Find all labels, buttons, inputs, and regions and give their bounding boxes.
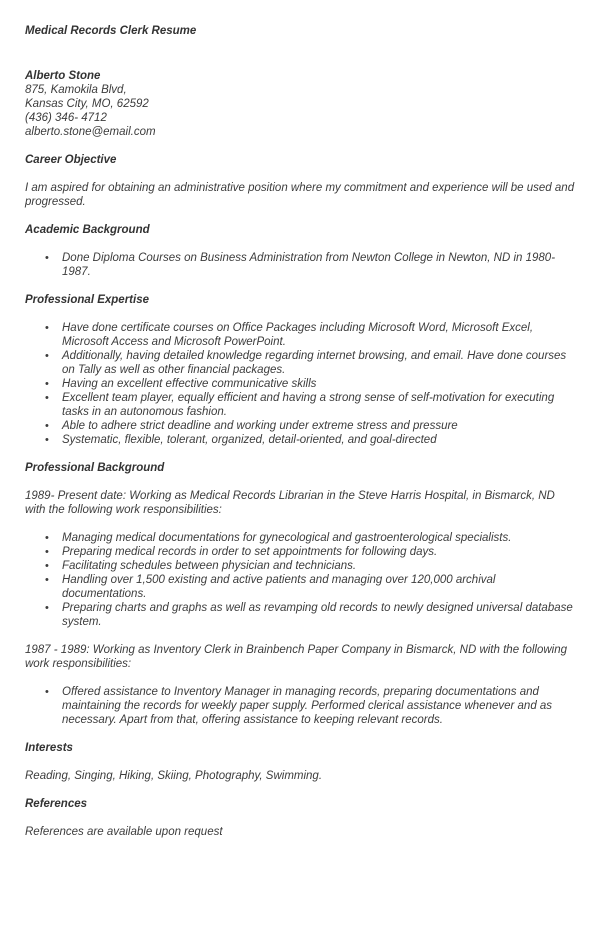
career-objective-text: I am aspired for obtaining an administrative position where my commitment and experience will be used and progressed.	[25, 182, 575, 208]
section-heading-interests: Interests	[25, 742, 73, 754]
job2-intro: 1987 - 1989: Working as Inventory Clerk in Brainbench Paper Company in Bismarck, ND with the following work responsibilities:	[25, 644, 568, 670]
list-item-text: Additionally, having detailed knowledge regarding internet browsing, and email. Have done courses on Tally as well as other financial packages.	[62, 350, 567, 376]
bullet-icon: •	[45, 546, 49, 558]
bullet-icon: •	[45, 532, 49, 544]
page-title: Medical Records Clerk Resume	[25, 25, 197, 37]
section-heading-academic-background: Academic Background	[25, 224, 150, 236]
list-item	[45, 573, 578, 601]
list-item-text: Have done certificate courses on Office Packages including Microsoft Word, Microsoft Excel, Microsoft Access and Microsoft PowerPoint.	[62, 322, 534, 348]
professional-expertise-list	[25, 321, 578, 447]
interests-text: Reading, Singing, Hiking, Skiing, Photography, Swimming.	[25, 770, 323, 782]
contact-address-line2: Kansas City, MO, 62592	[25, 98, 149, 110]
list-item	[45, 251, 578, 279]
contact-block	[25, 69, 578, 139]
list-item	[45, 531, 578, 545]
contact-phone: (436) 346- 4712	[25, 112, 107, 124]
list-item-text: Offered assistance to Inventory Manager in managing records, preparing documentations and maintaining the records for weekly paper supply. Performed clerical assistance whenever and as necessary. Apart from that, offering assistance to keeping relevant records.	[62, 686, 553, 726]
bullet-icon: •	[45, 252, 49, 264]
section-heading-professional-background: Professional Background	[25, 462, 165, 474]
job1-intro: 1989- Present date: Working as Medical Records Librarian in the Steve Harris Hospital, in Bismarck, ND with the following work responsibilities:	[25, 490, 555, 516]
bullet-icon: •	[45, 560, 49, 572]
list-item	[45, 545, 578, 559]
contact-email: alberto.stone@email.com	[25, 126, 156, 138]
contact-address-line1: 875, Kamokila Blvd,	[25, 84, 127, 96]
section-heading-professional-expertise: Professional Expertise	[25, 294, 149, 306]
job2-responsibilities-list	[25, 685, 578, 727]
list-item	[45, 321, 578, 349]
bullet-icon: •	[45, 350, 49, 362]
bullet-icon: •	[45, 378, 49, 390]
list-item	[45, 601, 578, 629]
list-item-text: Handling over 1,500 existing and active patients and managing over 120,000 archival documentations.	[62, 574, 496, 600]
list-item	[45, 433, 578, 447]
list-item-text: Able to adhere strict deadline and working under extreme stress and pressure	[62, 420, 458, 432]
list-item-text: Excellent team player, equally efficient and having a strong sense of self-motivation for executing tasks in an autonomous fashion.	[62, 392, 555, 418]
list-item-text: Done Diploma Courses on Business Administration from Newton College in Newton, ND in 1980-1987.	[62, 252, 556, 278]
list-item-text: Systematic, flexible, tolerant, organized, detail-oriented, and goal-directed	[62, 434, 437, 446]
job1-responsibilities-list	[25, 531, 578, 629]
list-item-text: Preparing charts and graphs as well as revamping old records to newly designed universal database system.	[62, 602, 573, 628]
list-item-text: Managing medical documentations for gynecological and gastroenterological specialists.	[62, 532, 512, 544]
list-item-text: Having an excellent effective communicative skills	[62, 378, 317, 390]
bullet-icon: •	[45, 574, 49, 586]
section-heading-references: References	[25, 798, 88, 810]
bullet-icon: •	[45, 686, 49, 698]
list-item	[45, 419, 578, 433]
bullet-icon: •	[45, 392, 49, 404]
list-item-text: Preparing medical records in order to set appointments for following days.	[62, 546, 438, 558]
bullet-icon: •	[45, 420, 49, 432]
references-text: References are available upon request	[25, 826, 223, 838]
bullet-icon: •	[45, 602, 49, 614]
list-item	[45, 391, 578, 419]
list-item	[45, 377, 578, 391]
list-item	[45, 349, 578, 377]
list-item-text: Facilitating schedules between physician and technicians.	[62, 560, 357, 572]
bullet-icon: •	[45, 322, 49, 334]
list-item	[45, 685, 578, 727]
list-item	[45, 559, 578, 573]
bullet-icon: •	[45, 434, 49, 446]
contact-name: Alberto Stone	[25, 70, 101, 82]
academic-background-list	[25, 251, 578, 279]
section-heading-career-objective: Career Objective	[25, 154, 117, 166]
